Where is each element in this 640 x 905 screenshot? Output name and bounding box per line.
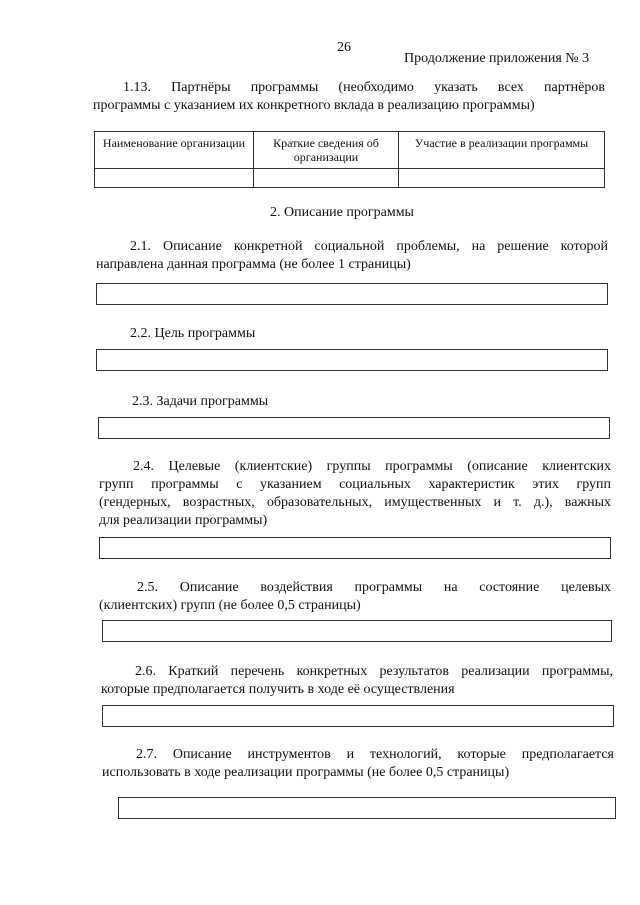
item-2-3-label: 2.3. Задачи программы — [132, 394, 269, 409]
item-2-4-line-2: групп программы с указанием социальных характеристик этих групп — [99, 477, 611, 492]
item-2-4-line-1: 2.4. Целевые (клиентские) группы программы (описание клиентских — [133, 459, 611, 474]
item-2-1-label — [96, 238, 608, 274]
partners-heading-line-2: программы с указанием их конкретного вклада в реализацию программы) — [93, 98, 535, 113]
column-header-participation: Участие в реализации программы — [399, 132, 605, 169]
table-row — [95, 169, 605, 188]
column-header-organization-info: Краткие сведения об организации — [254, 132, 399, 169]
section-title: 2. Описание программы — [270, 205, 414, 220]
item-2-4-field[interactable] — [99, 537, 611, 559]
item-2-5-field[interactable] — [102, 620, 612, 642]
partners-table — [94, 131, 605, 188]
partners-heading — [93, 79, 605, 115]
item-2-2-label: 2.2. Цель программы — [130, 326, 256, 341]
item-2-2-field[interactable] — [96, 349, 608, 371]
item-2-5-label — [99, 579, 611, 615]
item-2-1-field[interactable] — [96, 283, 608, 305]
column-header-organization-name: Наименование организации — [95, 132, 254, 169]
item-2-7-label — [102, 746, 614, 782]
item-2-5-line-1: 2.5. Описание воздействия программы на состояние целевых — [137, 580, 611, 595]
item-2-6-label — [101, 663, 613, 699]
item-2-1-line-2: направлена данная программа (не более 1 страницы) — [96, 257, 411, 272]
item-2-4-line-3: (гендерных, возрастных, образовательных, имущественных и т. д.), важных — [99, 495, 611, 510]
item-2-7-line-1: 2.7. Описание инструментов и технологий, которые предполагается — [136, 747, 614, 762]
partners-table-header — [95, 132, 605, 169]
item-2-1-line-1: 2.1. Описание конкретной социальной проблемы, на решение которой — [130, 239, 608, 254]
partners-heading-line-1: 1.13. Партнёры программы (необходимо указать всех партнёров — [123, 80, 605, 95]
page-number: 26 — [337, 40, 351, 55]
item-2-6-line-1: 2.6. Краткий перечень конкретных результатов реализации программы, — [135, 664, 613, 679]
item-2-6-field[interactable] — [102, 705, 614, 727]
item-2-7-field[interactable] — [118, 797, 616, 819]
cell-organization-name[interactable] — [95, 169, 254, 188]
item-2-4-line-4: для реализации программы) — [99, 513, 268, 528]
cell-organization-info[interactable] — [254, 169, 399, 188]
cell-participation[interactable] — [399, 169, 605, 188]
appendix-label: Продолжение приложения № 3 — [404, 51, 590, 66]
item-2-3-field[interactable] — [98, 417, 610, 439]
item-2-4-label — [99, 458, 611, 530]
item-2-6-line-2: которые предполагается получить в ходе её осуществления — [101, 682, 455, 697]
item-2-7-line-2: использовать в ходе реализации программы (не более 0,5 страницы) — [102, 765, 510, 780]
item-2-5-line-2: (клиентских) групп (не более 0,5 страницы) — [99, 598, 361, 613]
